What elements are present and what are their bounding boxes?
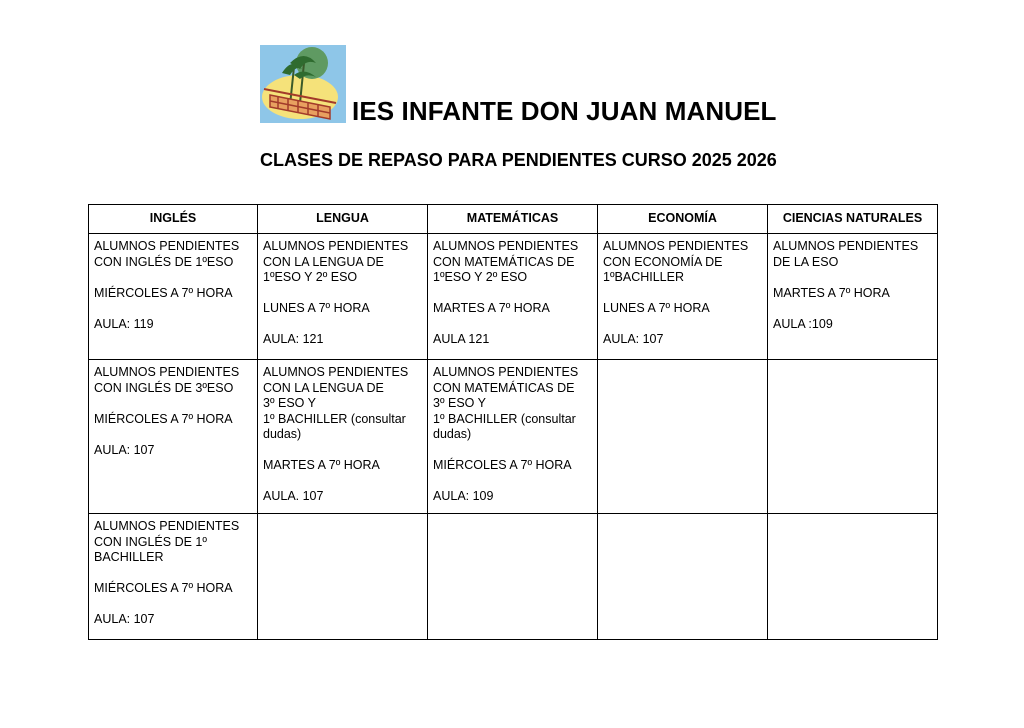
column-header-economia: ECONOMÍA (598, 205, 768, 234)
column-header-matematicas: MATEMÁTICAS (428, 205, 598, 234)
table-cell (428, 514, 598, 640)
cell-text: ALUMNOS PENDIENTES CON INGLÉS DE 1ºESO MIÉRCOLES A 7º HORA AULA: 119 (94, 239, 240, 331)
table-header-row (89, 205, 938, 234)
cell-text: ALUMNOS PENDIENTES CON INGLÉS DE 3ºESO MIÉRCOLES A 7º HORA AULA: 107 (94, 365, 240, 457)
table-cell (89, 514, 258, 640)
table-row (89, 234, 938, 360)
table-cell (768, 514, 938, 640)
table-cell (428, 234, 598, 360)
school-logo-icon (260, 45, 346, 123)
table-cell (258, 360, 428, 514)
column-header-ingles: INGLÉS (89, 205, 258, 234)
cell-text: ALUMNOS PENDIENTES CON MATEMÁTICAS DE 3º ESO Y 1º BACHILLER (consultar dudas) MIÉRCOLES A 7º HORA AULA: 109 (433, 365, 579, 503)
table-row (89, 514, 938, 640)
cell-text: ALUMNOS PENDIENTES CON INGLÉS DE 1º BACHILLER MIÉRCOLES A 7º HORA AULA: 107 (94, 519, 240, 626)
cell-text: ALUMNOS PENDIENTES DE LA ESO MARTES A 7º HORA AULA :109 (773, 239, 919, 331)
table-cell (598, 360, 768, 514)
cell-text: ALUMNOS PENDIENTES CON LA LENGUA DE 1ºESO Y 2º ESO LUNES A 7º HORA AULA: 121 (263, 239, 409, 346)
school-name: IES INFANTE DON JUAN MANUEL (352, 96, 777, 126)
column-header-ciencias-naturales: CIENCIAS NATURALES (768, 205, 938, 234)
column-header-lengua: LENGUA (258, 205, 428, 234)
cell-text: ALUMNOS PENDIENTES CON MATEMÁTICAS DE 1ºESO Y 2º ESO MARTES A 7º HORA AULA 121 (433, 239, 579, 346)
table-cell (258, 234, 428, 360)
table-cell (89, 360, 258, 514)
table-cell (428, 360, 598, 514)
cell-text: ALUMNOS PENDIENTES CON ECONOMÍA DE 1ºBACHILLER LUNES A 7º HORA AULA: 107 (603, 239, 749, 346)
table-cell (258, 514, 428, 640)
page-subtitle: CLASES DE REPASO PARA PENDIENTES CURSO 2025 2026 (260, 150, 777, 170)
table-cell (768, 360, 938, 514)
table-cell (598, 514, 768, 640)
table-cell (89, 234, 258, 360)
table-cell (768, 234, 938, 360)
school-logo (260, 45, 346, 123)
table-row (89, 360, 938, 514)
table-cell (598, 234, 768, 360)
cell-text: ALUMNOS PENDIENTES CON LA LENGUA DE 3º ESO Y 1º BACHILLER (consultar dudas) MARTES A 7º HORA AULA. 107 (263, 365, 409, 503)
schedule-table (88, 204, 938, 640)
